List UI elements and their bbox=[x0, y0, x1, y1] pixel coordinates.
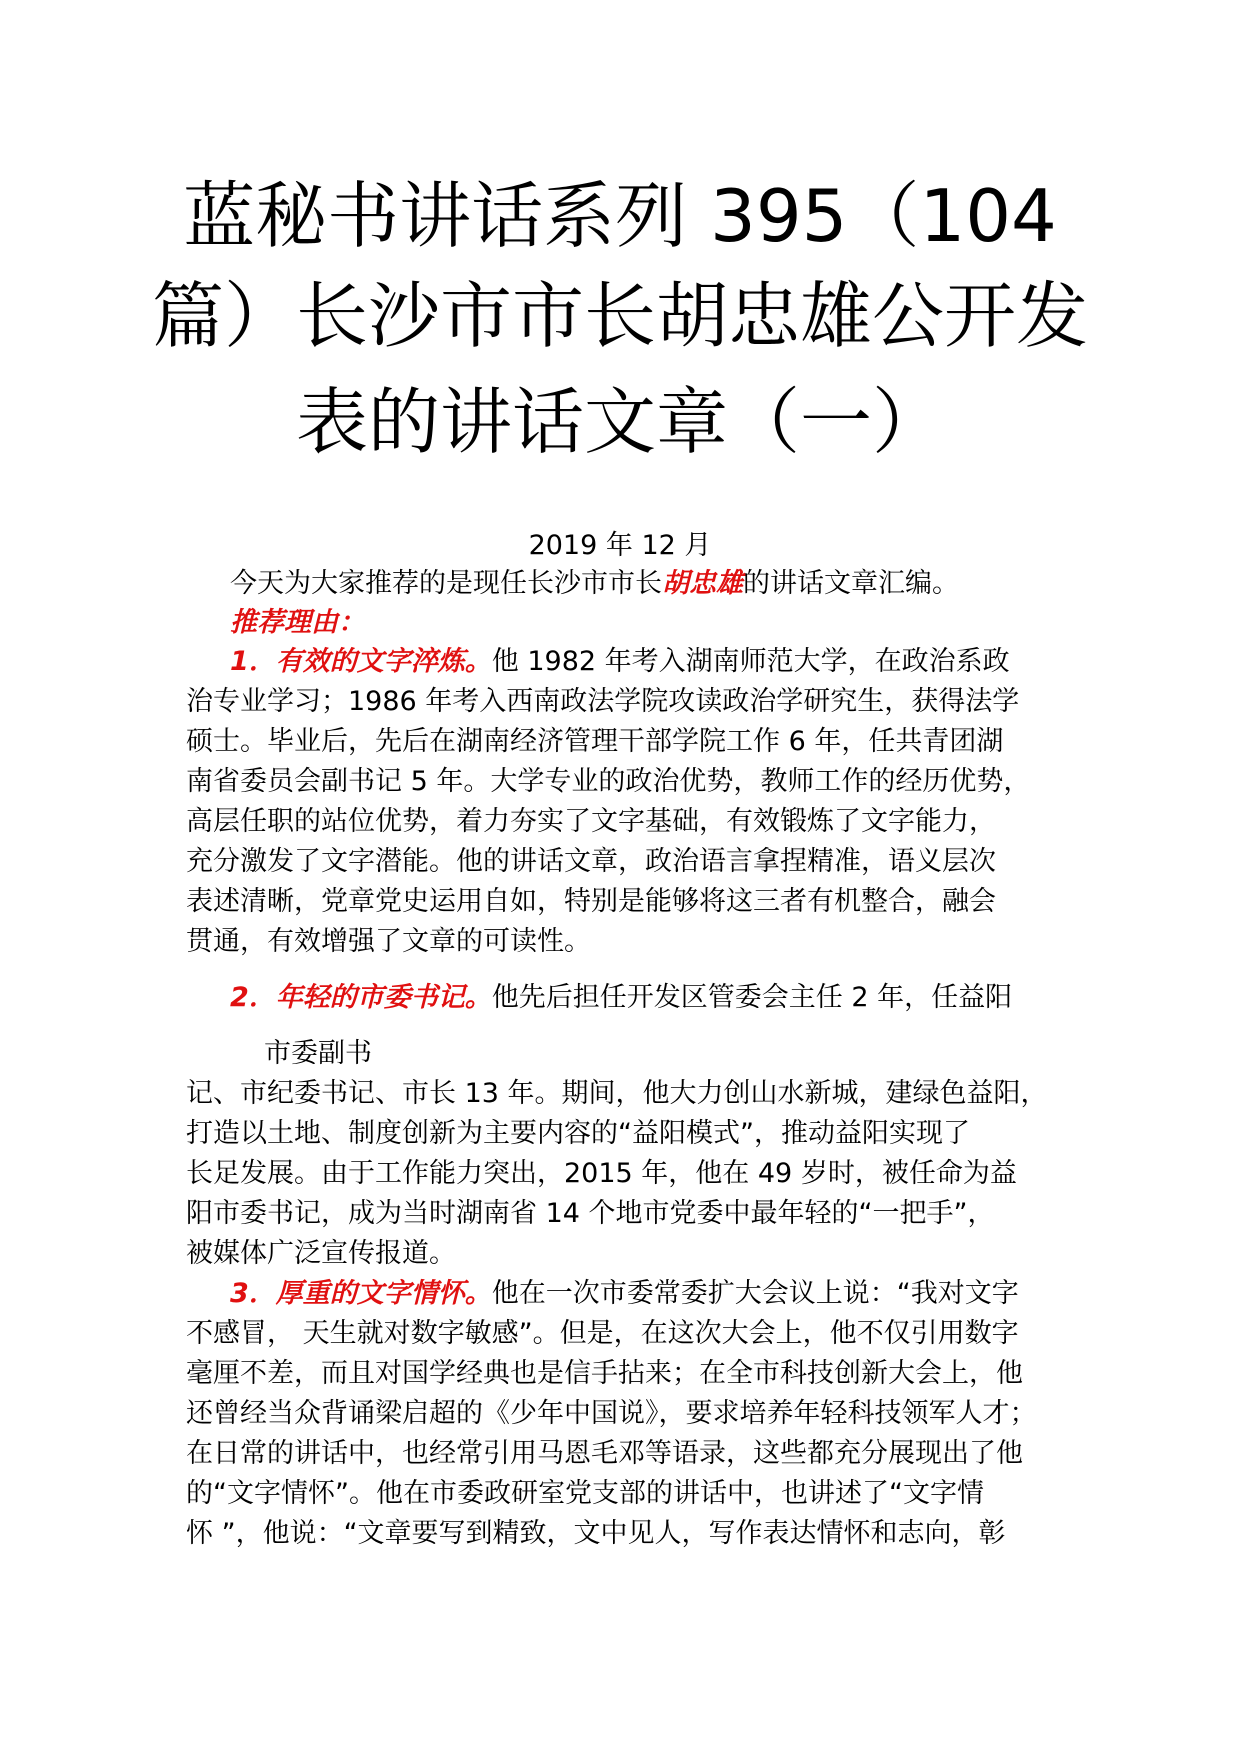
section1-line: 高层任职的站位优势，着力夯实了文字基础，有效锻炼了文字能力， bbox=[186, 806, 996, 837]
section3-heading: 3．厚重的文字情怀。 bbox=[230, 1278, 492, 1309]
title-line-1: 蓝秘书讲话系列 395（104 bbox=[183, 174, 1057, 258]
section2-heading: 2．年轻的市委书记。 bbox=[230, 982, 492, 1013]
section2-wrapped-line: 市委副书 bbox=[264, 1038, 372, 1069]
section1-line: 贯通，有效增强了文章的可读性。 bbox=[186, 926, 591, 957]
intro-name: 胡忠雄 bbox=[662, 568, 743, 599]
section3-line: 毫厘不差，而且对国学经典也是信手拈来；在全市科技创新大会上，他 bbox=[186, 1358, 1023, 1389]
section3-line: 怀 ”，他说：“文章要写到精致，文中见人，写作表达情怀和志向，彰 bbox=[186, 1518, 1006, 1549]
section1-line: 表述清晰，党章党史运用自如，特别是能够将这三者有机整合，融会 bbox=[186, 886, 996, 917]
section2-line: 阳市委书记，成为当时湖南省 14 个地市党委中最年轻的“一把手”， bbox=[186, 1198, 995, 1229]
section3-line: 的“文字情怀”。他在市委政研室党支部的讲话中，也讲述了“文字情 bbox=[186, 1478, 984, 1509]
section1-line: 充分激发了文字潜能。他的讲话文章，政治语言拿捏精准，语义层次 bbox=[186, 846, 996, 877]
section2-line: 打造以土地、制度创新为主要内容的“益阳模式”，推动益阳实现了 bbox=[186, 1118, 970, 1149]
reasons-heading: 推荐理由： bbox=[230, 607, 365, 638]
intro-prefix: 今天为大家推荐的是现任长沙市市长 bbox=[230, 568, 662, 599]
section2-first-text: 他先后担任开发区管委会主任 2 年，任益阳 bbox=[491, 982, 1013, 1013]
section2-line: 长足发展。由于工作能力突出，2015 年，他在 49 岁时，被任命为益 bbox=[186, 1158, 1017, 1189]
section3-line: 不感冒， 天生就对数字敏感”。但是，在这次大会上，他不仅引用数字 bbox=[186, 1318, 1019, 1349]
title-line-3: 表的讲话文章（一） bbox=[295, 380, 944, 464]
intro-paragraph bbox=[230, 564, 1130, 604]
section3-first-line bbox=[230, 1274, 1130, 1314]
section1-heading: 1．有效的文字淬炼。 bbox=[230, 646, 492, 677]
section3-first-text: 他在一次市委常委扩大会议上说：“我对文字 bbox=[491, 1278, 1019, 1309]
intro-suffix: 的讲话文章汇编。 bbox=[743, 568, 959, 599]
title-line-2: 篇）长沙市市长胡忠雄公开发 bbox=[151, 274, 1088, 358]
section2-line: 记、市纪委书记、市长 13 年。期间，他大力创山水新城，建绿色益阳， bbox=[186, 1078, 1048, 1109]
section1-line: 南省委员会副书记 5 年。大学专业的政治优势，教师工作的经历优势， bbox=[186, 766, 1031, 797]
section1-first-text: 他 1982 年考入湖南师范大学，在政治系政 bbox=[491, 646, 1010, 677]
document-date: 2019 年 12 月 bbox=[528, 530, 712, 561]
section3-line: 在日常的讲话中，也经常引用马恩毛邓等语录，这些都充分展现出了他 bbox=[186, 1438, 1023, 1469]
section1-line: 硕士。毕业后，先后在湖南经济管理干部学院工作 6 年，任共青团湖 bbox=[186, 726, 1004, 757]
section2-line: 被媒体广泛宣传报道。 bbox=[186, 1238, 456, 1269]
section1-first-line bbox=[230, 642, 1130, 682]
section2-first-line bbox=[230, 978, 1130, 1018]
section1-line: 治专业学习；1986 年考入西南政法学院攻读政治学研究生，获得法学 bbox=[186, 686, 1020, 717]
section3-line: 还曾经当众背诵梁启超的《少年中国说》，要求培养年轻科技领军人才； bbox=[186, 1398, 1037, 1429]
